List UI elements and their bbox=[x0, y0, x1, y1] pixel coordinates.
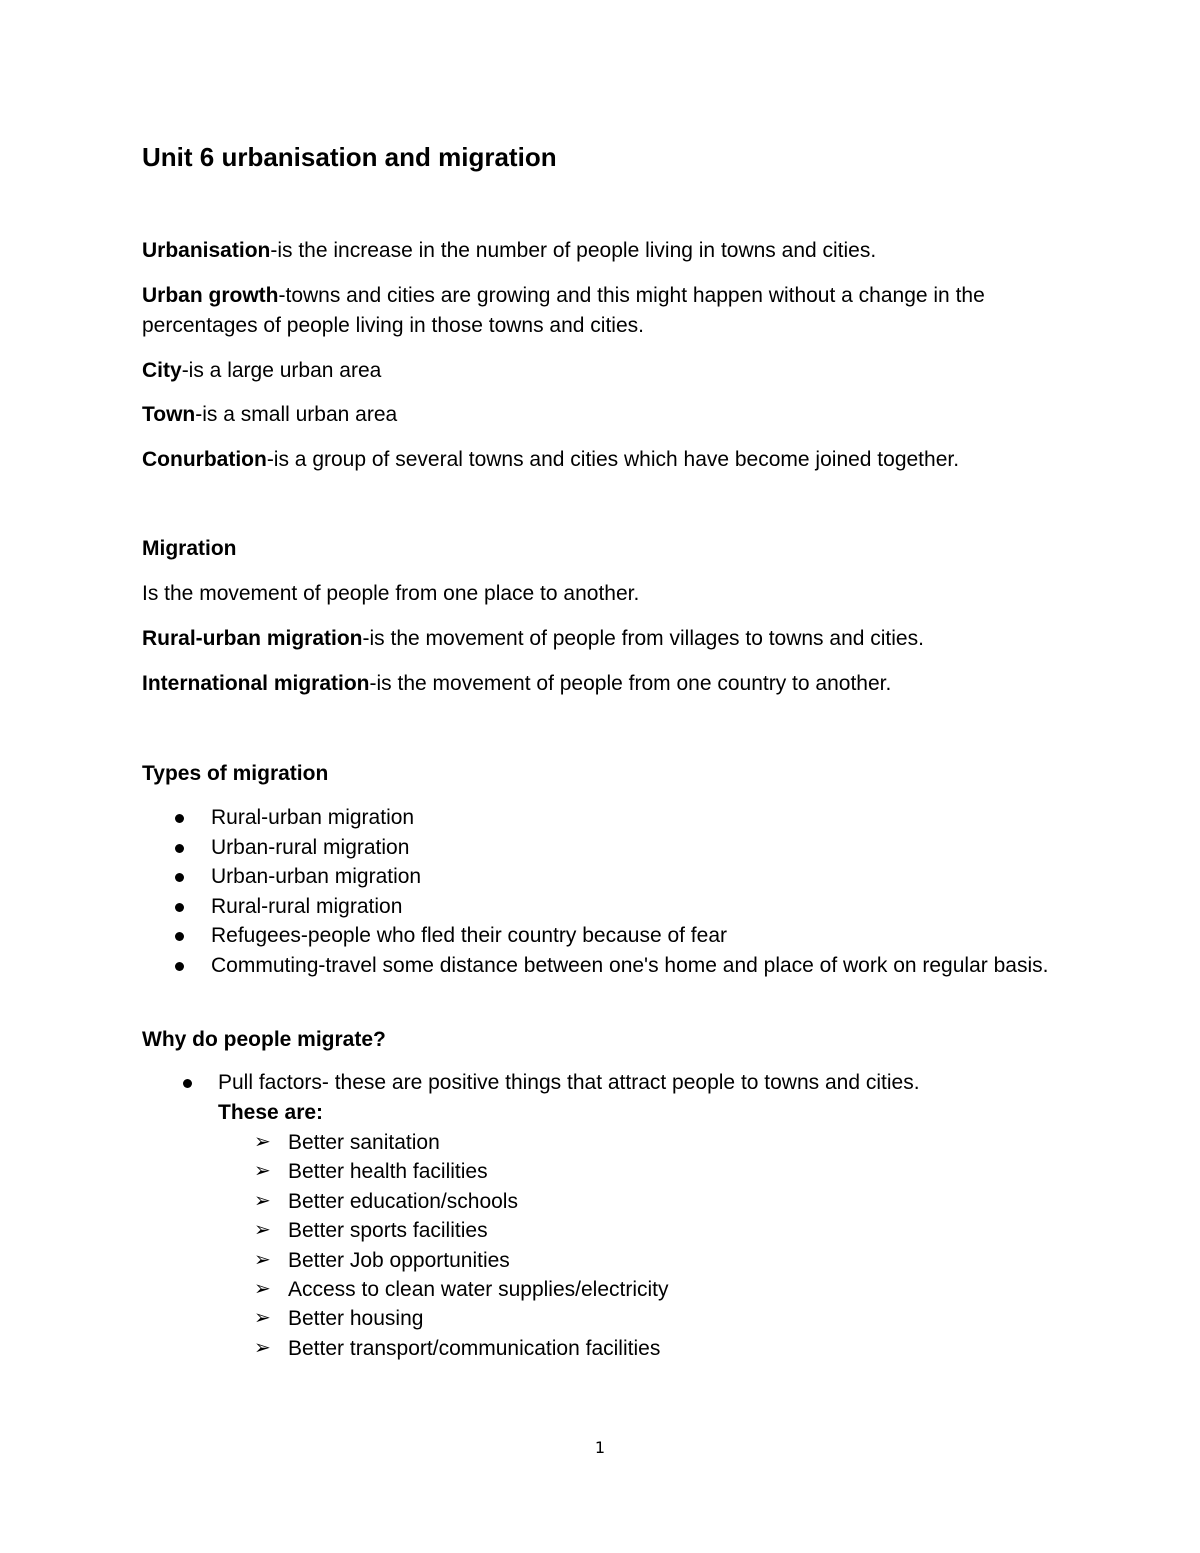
definition-rural-urban-migration bbox=[142, 624, 1058, 654]
definition-term: City bbox=[142, 359, 182, 382]
list-item bbox=[142, 803, 1058, 833]
arrow-bullet-icon: ➢ bbox=[254, 1219, 271, 1242]
definition-text: -is a group of several towns and cities which have become joined together. bbox=[266, 448, 960, 471]
bullet-dot-icon bbox=[175, 814, 184, 823]
pull-factors-item bbox=[142, 1068, 1058, 1098]
list-item-text: Better education/schools bbox=[288, 1189, 518, 1213]
definition-text: -towns and cities are growing and this might happen without a change in the percentages of people living in those towns and cities. bbox=[142, 284, 985, 337]
bullet-dot-icon bbox=[183, 1079, 192, 1088]
list-item bbox=[142, 1275, 1058, 1304]
definition-international-migration bbox=[142, 669, 1058, 699]
list-item-text: Better transport/communication facilities bbox=[288, 1336, 661, 1360]
arrow-bullet-icon: ➢ bbox=[254, 1131, 271, 1153]
arrow-bullet-icon: ➢ bbox=[254, 1336, 271, 1359]
list-item bbox=[142, 951, 1058, 981]
list-item-text: Refugees-people who fled their country because of fear bbox=[211, 924, 727, 947]
definition-term: International migration bbox=[142, 672, 370, 695]
definition-text: -is a small urban area bbox=[195, 403, 398, 426]
list-item-text: Better sports facilities bbox=[288, 1219, 488, 1243]
definition-text: -is a large urban area bbox=[181, 359, 382, 382]
list-item-text: Urban-rural migration bbox=[211, 835, 410, 859]
list-item-text: Better housing bbox=[288, 1307, 424, 1331]
pull-factors-section bbox=[142, 1068, 1058, 1363]
definition-term: Urban growth bbox=[142, 284, 279, 307]
list-item-text: Urban-urban migration bbox=[211, 865, 422, 888]
list-item bbox=[142, 921, 1058, 951]
list-item-text: Rural-rural migration bbox=[211, 894, 403, 918]
types-list bbox=[142, 803, 1058, 980]
list-item bbox=[142, 1157, 1058, 1186]
arrow-bullet-icon: ➢ bbox=[254, 1248, 271, 1271]
page-title: Unit 6 urbanisation and migration bbox=[142, 142, 557, 172]
list-item-text: Better sanitation bbox=[288, 1131, 440, 1154]
list-item-text: Commuting-travel some distance between one's home and place of work on regular basis. bbox=[211, 953, 1049, 977]
migration-heading: Migration bbox=[142, 537, 237, 560]
definition-town bbox=[142, 400, 1058, 430]
list-item bbox=[142, 862, 1058, 892]
bullet-dot-icon bbox=[175, 873, 184, 882]
types-heading: Types of migration bbox=[142, 762, 329, 785]
definition-urban-growth bbox=[142, 281, 1058, 341]
bullet-dot-icon bbox=[175, 844, 184, 853]
definition-text: -is the movement of people from villages to towns and cities. bbox=[362, 627, 924, 650]
list-item-text: Rural-urban migration bbox=[211, 806, 415, 829]
definition-term: Conurbation bbox=[142, 448, 267, 471]
arrow-bullet-icon: ➢ bbox=[254, 1307, 271, 1330]
list-item-text: Better Job opportunities bbox=[288, 1248, 510, 1272]
list-item bbox=[142, 1128, 1058, 1157]
list-item bbox=[142, 1334, 1058, 1363]
arrow-bullet-icon: ➢ bbox=[254, 1278, 271, 1301]
definition-text: -is the movement of people from one country to another. bbox=[369, 672, 892, 695]
why-heading: Why do people migrate? bbox=[142, 1028, 386, 1051]
definition-term: Urbanisation bbox=[142, 239, 271, 262]
bullet-dot-icon bbox=[175, 962, 184, 971]
pull-factors-list bbox=[142, 1128, 1058, 1363]
list-item bbox=[142, 833, 1058, 863]
bullet-dot-icon bbox=[175, 903, 184, 912]
definition-conurbation bbox=[142, 445, 1058, 475]
arrow-bullet-icon: ➢ bbox=[254, 1160, 271, 1183]
arrow-bullet-icon: ➢ bbox=[254, 1189, 271, 1212]
list-item-text: Access to clean water supplies/electricity bbox=[288, 1278, 669, 1302]
bullet-dot-icon bbox=[175, 932, 184, 941]
definition-term: Town bbox=[142, 403, 196, 426]
list-item bbox=[142, 1216, 1058, 1245]
pull-factors-text: Pull factors- these are positive things that attract people to towns and cities. bbox=[218, 1071, 920, 1094]
definition-city bbox=[142, 356, 1058, 386]
these-are-label: These are: bbox=[218, 1101, 324, 1124]
definition-text: -is the increase in the number of people living in towns and cities. bbox=[270, 239, 877, 262]
migration-intro: Is the movement of people from one place to another. bbox=[142, 582, 640, 605]
page-number: 1 bbox=[594, 1438, 606, 1457]
definition-urbanisation bbox=[142, 236, 1058, 266]
list-item bbox=[142, 892, 1058, 922]
list-item bbox=[142, 1304, 1058, 1333]
definition-term: Rural-urban migration bbox=[142, 627, 363, 650]
list-item bbox=[142, 1187, 1058, 1216]
list-item-text: Better health facilities bbox=[288, 1160, 488, 1184]
list-item bbox=[142, 1246, 1058, 1275]
